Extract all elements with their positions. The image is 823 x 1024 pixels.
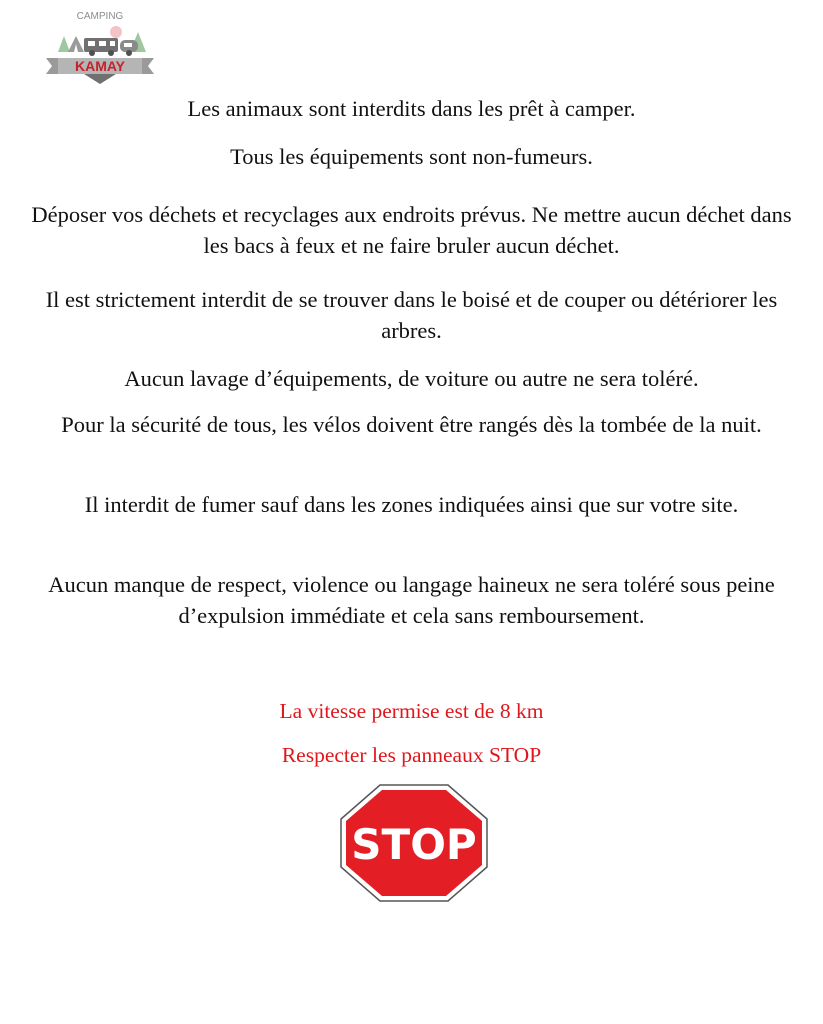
rule-respect: Aucun manque de respect, violence ou langage haineux ne sera toléré sous peine d’expulsion immédiate et cela sans remboursement.: [48, 572, 775, 628]
stop-sign-label: STOP: [351, 820, 477, 869]
rule-animals: Les animaux sont interdits dans les prêt à camper.: [187, 96, 636, 121]
speed-limit-notice: La vitesse permise est de 8 km: [279, 699, 544, 723]
rule-woods: Il est strictement interdit de se trouver dans le boisé et de couper ou détériorer les arbres.: [45, 287, 778, 343]
rule-washing: Aucun lavage d’équipements, de voiture ou autre ne sera toléré.: [124, 366, 699, 391]
rule-bikes: Pour la sécurité de tous, les vélos doivent être rangés dès la tombée de la nuit.: [61, 412, 762, 437]
logo-top-text: CAMPING: [76, 11, 124, 22]
logo-bottom-text: KAMAY: [74, 58, 126, 74]
rule-waste: Déposer vos déchets et recyclages aux endroits prévus. Ne mettre aucun déchet dans les bacs à feux et ne faire bruler aucun déchet.: [31, 202, 792, 258]
camping-kamay-logo: [44, 8, 156, 88]
rule-non-smoking: Tous les équipements sont non-fumeurs.: [230, 144, 593, 169]
stop-sign-icon: [340, 784, 488, 902]
stop-signs-notice: Respecter les panneaux STOP: [281, 743, 542, 767]
rule-smoking-zones: Il interdit de fumer sauf dans les zones indiquées ainsi que sur votre site.: [84, 492, 739, 517]
